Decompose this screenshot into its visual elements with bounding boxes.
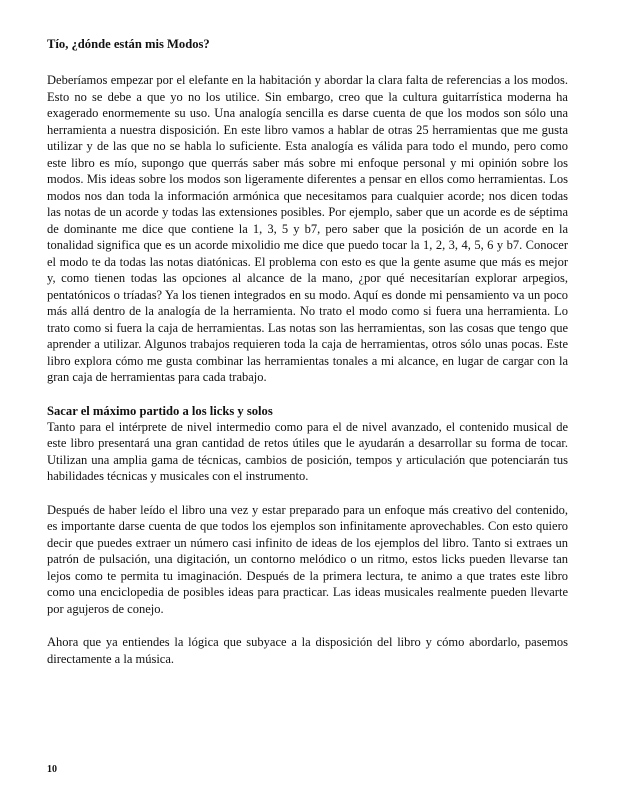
page-content — [47, 36, 568, 667]
paragraph-closing: Ahora que ya entiendes la lógica que subyace a la disposición del libro y cómo abordarlo, pasemos directamente a la música. — [47, 635, 568, 666]
section-title-modes: Tío, ¿dónde están mis Modos? — [47, 37, 210, 51]
paragraph-modes: Deberíamos empezar por el elefante en la habitación y abordar la clara falta de referencias a los modos. Esto no se debe a que yo no los utilice. Sin embargo, creo que la cultura guitarrística moderna ha exagerado enormemente su uso. Una analogía sencilla es darse cuenta de que los modos son sólo una herramienta a nuestra disposición. En este libro vamos a hablar de otras 25 herramientas que me gusta utilizar y de las que no se habla lo suficiente. Esta analogía es válida para todo el mundo, pero como este libro es mío, supongo que querrás saber más sobre mi enfoque personal y mi opinión sobre los modos. Mis ideas sobre los modos son ligeramente diferentes a pensar en ellos como herramientas. Los modos nos dan toda la información armónica que necesitamos para cualquier acorde; nos dicen todas las notas de un acorde y todas las extensiones posibles. Por ejemplo, saber que un acorde es de séptima de dominante me dice que contiene la 1, 3, 5 y b7, pero saber que la posición de un acorde en la tonalidad significa que es un acorde mixolidio me dice que puedo tocar la 1, 2, 3, 4, 5, 6 y b7. Conocer el modo te da todas las notas diatónicas. El problema con esto es que la gente asume que más es mejor y, como tienen todas las opciones al alcance de la mano, ¿por qué necesitarían explorar arpegios, pentatónicos o tríadas? Ya los tienen integrados en su modo. Aquí es donde mi pensamiento va un poco más allá dentro de la analogía de la herramienta. No trato el modo como si fuera una herramienta. Lo trato como si fuera la caja de herramientas. Las notas son las herramientas, son las cosas que tengo que aprender a utilizar. Algunos trabajos requieren toda la caja de herramientas, otros sólo unas pocas. Este libro explora cómo me gusta combinar las herramientas tonales a mi alcance, en lugar de cargar con la gran caja de herramientas para cada trabajo. — [47, 73, 568, 384]
page-number: 10 — [47, 764, 57, 775]
section-title-licks: Sacar el máximo partido a los licks y solos — [47, 403, 273, 418]
paragraph-licks-usage: Después de haber leído el libro una vez y estar preparado para un enfoque más creativo del contenido, es importante darse cuenta de que todos los ejemplos son infinitamente aprovechables. Con esto quiero decir que puedes extraer un número casi infinito de ideas de los ejemplos del libro. Tanto si extraes un patrón de pulsación, una digitación, un contorno melódico o un ritmo, estos licks pueden llevarse tan lejos como te permita tu imaginación. Después de la primera lectura, te animo a que trates este libro como una enciclopedia de posibles ideas para practicar. Las ideas musicales realmente pueden llevarte por agujeros de conejo. — [47, 502, 568, 616]
paragraph-licks-intro: Tanto para el intérprete de nivel intermedio como para el de nivel avanzado, el contenido musical de este libro presentará una gran cantidad de retos útiles que le ayudarán a desarrollar su forma de tocar. Utilizan una amplia gama de técnicas, cambios de posición, tempos y articulación que potenciarán tus habilidades técnicas y musicales con el instrumento. — [47, 419, 568, 483]
